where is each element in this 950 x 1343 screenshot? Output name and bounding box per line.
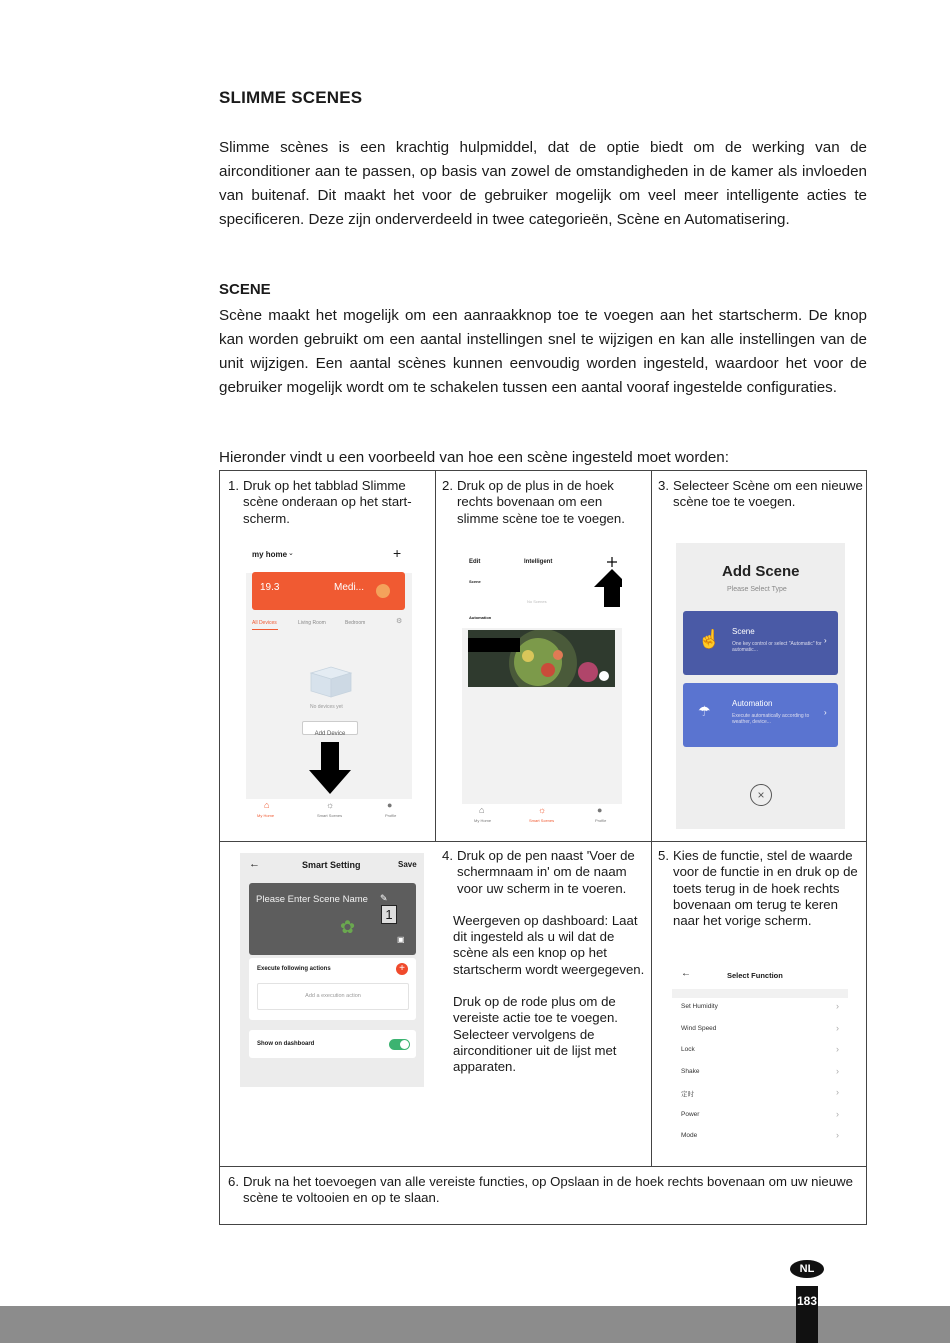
screenshot-intelligent — [462, 553, 622, 826]
automation-card-desc: Execute automatically according to weather, device... — [732, 713, 810, 725]
step-1-text: 1. Druk op het tabblad Slimme scène onderaan op het start-scherm. — [228, 478, 412, 526]
scene-name-placeholder[interactable]: Please Enter Scene Name — [256, 894, 368, 905]
show-dashboard-toggle[interactable] — [389, 1039, 410, 1050]
chevron-right-icon: › — [836, 1087, 839, 1097]
save-button[interactable]: Save — [398, 860, 417, 869]
smart-setting-title: Smart Setting — [302, 860, 361, 870]
function-item-label: Shake — [681, 1067, 700, 1075]
no-devices-text: No devices yet — [310, 704, 343, 710]
badge-number: 1 — [385, 907, 393, 922]
function-item-label: Set Humidity — [681, 1003, 718, 1010]
weather-icon: ☂ — [698, 703, 711, 719]
back-arrow-icon[interactable]: ← — [249, 858, 260, 870]
function-item[interactable] — [672, 1109, 850, 1130]
chevron-right-icon: › — [824, 708, 827, 717]
add-action-plus-icon[interactable]: + — [396, 963, 408, 975]
step-4-plus-note: Druk op de rode plus om de vereiste actie toe te voegen. Selecteer vervolgens de airconditioner uit de lijst met apparaten. — [453, 994, 618, 1075]
smart-scenes-nav-icon: ☼ — [326, 800, 335, 810]
image-icon: ▣ — [397, 935, 405, 944]
add-scene-title: Add Scene — [722, 563, 800, 580]
add-icon: + — [393, 545, 402, 561]
arrow-down-icon — [309, 742, 351, 794]
home-nav-icon: ⌂ — [479, 805, 485, 815]
step-3-text: 3. Selecteer Scène om een nieuwe scène toe te voegen. — [658, 478, 863, 510]
chevron-right-icon: › — [836, 1108, 839, 1119]
chevron-right-icon: › — [836, 1022, 839, 1033]
no-scenes-text: No Scenes — [527, 599, 547, 604]
medium-value: Medi... — [334, 582, 365, 593]
chevron-right-icon: › — [836, 1044, 839, 1054]
automation-section: Automation — [469, 615, 492, 620]
screenshot-select-function — [672, 963, 850, 1153]
profile-nav-icon: ● — [387, 800, 393, 810]
intelligent-title: Intelligent — [524, 559, 553, 565]
function-item[interactable] — [672, 1087, 850, 1108]
add-action-label: Add a execution action — [305, 993, 361, 999]
add-device-button[interactable] — [302, 721, 358, 735]
page-number: 183 — [796, 1294, 818, 1308]
select-function-title: Select Function — [727, 971, 783, 980]
scene-card-title: Scene — [732, 627, 755, 636]
intro-paragraph: Slimme scènes is een krachtig hulpmiddel, dat de optie biedt om de werking van de airconditioner aan te passen, op basis van zowel de omstandigheden in de kamer als invloeden van buitenaf. Dit maakt het voor de gebruiker mogelijk om veel meer intelligente acties te specificeren. Deze zijn onderverdeeld in twee categorieën, Scène en Automatisering. — [219, 139, 867, 228]
food-photo — [468, 630, 615, 687]
function-item[interactable] — [672, 1001, 850, 1022]
screenshot-home — [246, 543, 412, 821]
step-6-text: 6. Druk na het toevoegen van alle vereiste functies, op Opslaan in de hoek rechts bovenaan om uw nieuwe scène te voltooien en op te slaan. — [228, 1174, 853, 1206]
screenshot-smart-setting — [240, 853, 424, 1087]
close-icon[interactable]: × — [750, 784, 772, 806]
plant-icon: ✿ — [340, 917, 356, 937]
function-item-label: 定时 — [681, 1091, 694, 1098]
tab-all-devices: All Devices — [252, 620, 277, 626]
home-nav-icon: ⌂ — [264, 800, 270, 810]
add-scene-subtitle: Please Select Type — [727, 586, 787, 593]
automation-card-title: Automation — [732, 699, 773, 708]
function-item-label: Wind Speed — [681, 1024, 717, 1032]
function-item[interactable] — [672, 1023, 850, 1044]
empty-box-icon — [306, 663, 356, 699]
nav-smart-scenes: Smart Scenes — [317, 813, 343, 818]
step-4-dashboard-note: Weergeven op dashboard: Laat dit ingesteld als u wil dat de scène als een knop op het startscherm wordt weergegeven. — [453, 912, 645, 977]
chevron-right-icon: › — [836, 1130, 839, 1140]
smart-scenes-nav-icon: ☼ — [538, 805, 547, 815]
nav-my-home: My Home — [474, 818, 492, 823]
nav-my-home: My Home — [257, 813, 275, 818]
step-number-badge — [381, 905, 397, 924]
profile-nav-icon: ● — [597, 805, 603, 815]
scene-heading: SCENE — [219, 281, 271, 298]
function-item-label: Power — [681, 1110, 700, 1118]
steps-table — [219, 470, 867, 1225]
chevron-down-icon: ⌄ — [288, 550, 294, 557]
step-2-text: 2. Druk op de plus in de hoek rechts bovenaan om een slimme scène toe te voegen. — [442, 478, 625, 526]
function-item[interactable] — [672, 1066, 850, 1087]
language-badge: NL — [790, 1260, 824, 1278]
function-item-label: Mode — [681, 1132, 698, 1139]
nav-smart-scenes: Smart Scenes — [529, 818, 555, 823]
mic-icon — [376, 584, 390, 598]
execute-actions-label: Execute following actions — [257, 966, 331, 972]
show-dashboard-label: Show on dashboard — [257, 1041, 315, 1047]
nav-profile: Profile — [595, 818, 607, 823]
temperature-value: 19.3 — [260, 582, 280, 593]
chevron-right-icon: › — [836, 1001, 839, 1011]
page-title: SLIMME SCENES — [219, 88, 363, 107]
tab-bedroom: Bedroom — [345, 620, 366, 626]
function-item-label: Lock — [681, 1046, 695, 1053]
scene-card-desc: One key control or select "Automatic" for automatic... — [732, 641, 822, 653]
chevron-right-icon: › — [836, 1065, 839, 1076]
example-intro: Hieronder vindt u een voorbeeld van hoe een scène ingesteld moet worden: — [219, 449, 729, 466]
tab-living-room: Living Room — [298, 620, 326, 626]
edit-pen-icon[interactable]: ✎ — [380, 893, 388, 903]
step-5-text: 5. Kies de functie, stel de waarde voor de functie in en druk op de toets terug in de hoek rechts bovenaan om terug te keren naar het vorige scherm. — [658, 848, 858, 929]
scene-paragraph: Scène maakt het mogelijk om een aanraakknop toe te voegen aan het startscherm. De knop kan worden gebruikt om een aantal instellingen snel te wijzigen en kan alle instellingen van de unit wijzigen. Een aantal scènes kunnen eenvoudig worden ingesteld, waardoor het voor de gebruiker mogelijk wordt om te schakelen tussen een aantal vooraf ingestelde configuraties. — [219, 307, 867, 396]
add-execution-action-field[interactable] — [257, 983, 409, 1010]
scene-section: Scene — [469, 579, 481, 584]
hand-tap-icon: ☝ — [698, 629, 721, 649]
function-item[interactable] — [672, 1044, 850, 1065]
arrow-up-icon — [594, 557, 622, 607]
home-label: my home — [252, 550, 288, 559]
settings-icon: ⚙ — [396, 618, 403, 625]
function-item[interactable] — [672, 1130, 850, 1151]
nav-profile: Profile — [385, 813, 397, 818]
screenshot-add-scene — [676, 543, 845, 829]
step-4-text: 4. Druk op de pen naast 'Voer de schermnaam in' om de naam voor uw scherm in te voeren. Weergeven op dashboard: Laat dit ingesteld als u wil dat de scène als een knop op het startscherm wordt weergegeven. Druk op de rode plus om de vereiste actie toe te voegen. Selecteer vervolgens de airconditioner uit de lijst met apparaten. — [442, 848, 647, 1092]
back-arrow-icon[interactable]: ← — [681, 968, 691, 979]
edit-label: Edit — [469, 559, 481, 565]
add-device-label: Add Device — [314, 731, 346, 737]
chevron-right-icon: › — [824, 636, 827, 645]
